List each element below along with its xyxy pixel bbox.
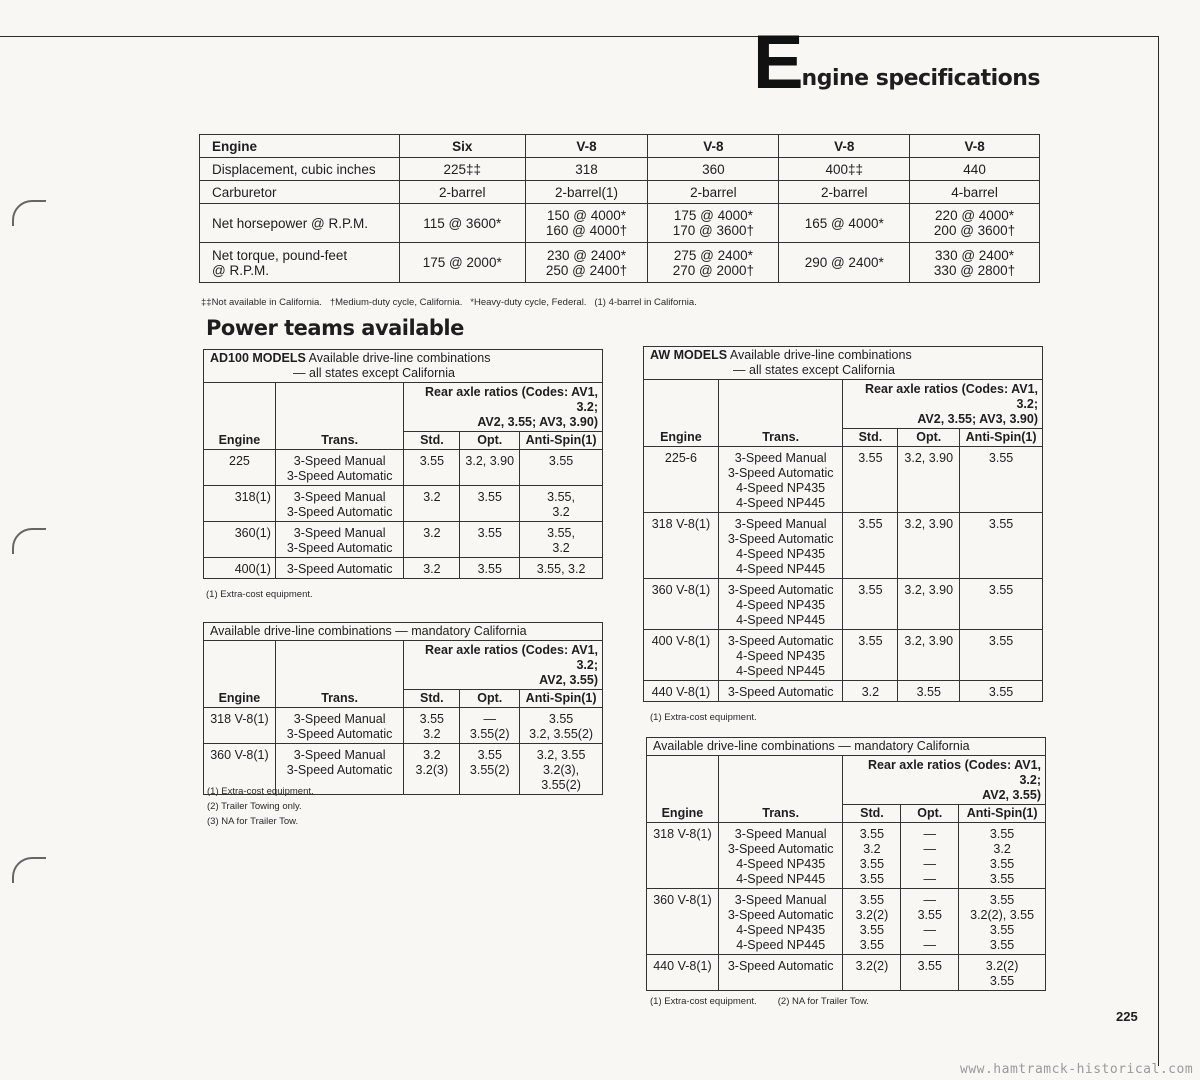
table-caption-row [647,738,1046,756]
trans-cell: 3-Speed Automatic [275,558,404,579]
trans-cell: 3-Speed Manual 3-Speed Automatic [275,486,404,522]
table-row [204,558,603,579]
spec-cell: 165 @ 4000* [779,204,910,243]
engine-cell: 360 V-8(1) [204,744,276,795]
trans-cell: 3-Speed Manual 3-Speed Automatic 4-Speed NP435 4-Speed NP445 [718,823,843,889]
std-cell: 3.2 [404,558,460,579]
trans-cell: 3-Speed Automatic [718,681,843,702]
spec-cell: 115 @ 3600* [399,204,525,243]
std-cell: 3.55 [843,630,898,681]
aw-california-footnote: (1) Extra-cost equipment. (2) NA for Trailer Tow. [650,996,869,1007]
spec-cell: 220 @ 4000* 200 @ 3600† [910,204,1040,243]
anti-spin-cell: 3.55, 3.2 [520,558,603,579]
engine-cell: 360 V-8(1) [644,579,719,630]
anti-spin-cell: 3.55 3.2, 3.55(2) [520,708,603,744]
anti-spin-cell: 3.55 [520,450,603,486]
table-row [204,708,603,744]
aw-california-table [646,737,1046,991]
opt-cell: — 3.55 — — [901,889,959,955]
caption-text: — all states except California [293,366,455,380]
ad100-california-footnotes [207,784,314,829]
page-number: 225 [1116,1009,1138,1024]
engine-cell: 440 V-8(1) [647,955,719,991]
title-text: ngine specifications [801,66,1040,91]
anti-spin-cell: 3.2(2) 3.55 [959,955,1046,991]
col-header-rear-axle: Rear axle ratios (Codes: AV1, 3.2; AV2, 3.55; AV3, 3.90) [404,383,603,432]
anti-spin-cell: 3.55 [960,513,1043,579]
engine-cell: 318 V-8(1) [647,823,719,889]
spec-cell: 2-barrel [399,181,525,204]
spec-header-cell: Six [399,135,525,158]
spec-cell: 290 @ 2400* [779,243,910,283]
table-row [647,823,1046,889]
table-header-row [647,756,1046,805]
page-border-right [1158,36,1159,1066]
power-teams-heading: Power teams available [206,316,464,340]
spec-header-cell: V-8 [910,135,1040,158]
spec-cell: 2-barrel [648,181,779,204]
aw-footnote: (1) Extra-cost equipment. [650,712,757,723]
spec-cell: 175 @ 2000* [399,243,525,283]
opt-cell: 3.55 [460,522,520,558]
footnote-line: (2) Trailer Towing only. [207,801,302,812]
caption-bold: AW MODELS [650,348,728,362]
spec-cell: 150 @ 4000* 160 @ 4000† [525,204,648,243]
spec-cell: 230 @ 2400* 250 @ 2400† [525,243,648,283]
table-caption-row [644,347,1043,380]
table-row [644,447,1043,513]
trans-cell: 3-Speed Automatic 4-Speed NP435 4-Speed NP445 [718,630,843,681]
engine-cell: 360(1) [204,522,276,558]
col-header-trans: Trans. [718,380,843,447]
std-cell: 3.55 [843,579,898,630]
opt-cell: 3.2, 3.90 [898,513,960,579]
trans-cell: 3-Speed Automatic [718,955,843,991]
trans-cell: 3-Speed Manual 3-Speed Automatic [275,708,404,744]
opt-cell: 3.55 [898,681,960,702]
opt-cell: 3.55 [901,955,959,991]
table-caption [644,347,1043,380]
col-header-anti-spin: Anti-Spin(1) [960,429,1043,447]
table-row [644,630,1043,681]
anti-spin-cell: 3.55 [960,447,1043,513]
std-cell: 3.55 [404,450,460,486]
std-cell: 3.55 3.2 3.55 3.55 [843,823,901,889]
spec-cell: 275 @ 2400* 270 @ 2000† [648,243,779,283]
engine-cell: 318(1) [204,486,276,522]
col-header-opt: Opt. [460,690,520,708]
caption-bold: AD100 MODELS [210,351,306,365]
spec-cell: 2-barrel(1) [525,181,648,204]
col-header-std: Std. [404,690,460,708]
col-header-engine: Engine [644,380,719,447]
col-header-engine: Engine [647,756,719,823]
trans-cell: 3-Speed Manual 3-Speed Automatic 4-Speed NP435 4-Speed NP445 [718,889,843,955]
table-row [204,522,603,558]
spec-cell: 400‡‡ [779,158,910,181]
anti-spin-cell: 3.55 [960,681,1043,702]
footnote-line: (1) Extra-cost equipment. [207,786,314,797]
caption-text: — all states except California [733,363,895,377]
col-header-trans: Trans. [718,756,843,823]
table-row [204,486,603,522]
caption-text: Available drive-line combinations [305,351,491,365]
table-header-row [204,641,603,690]
trans-cell: 3-Speed Automatic 4-Speed NP435 4-Speed NP445 [718,579,843,630]
binder-hole-icon [12,857,46,883]
std-cell: 3.2(2) [843,955,901,991]
col-header-anti-spin: Anti-Spin(1) [520,432,603,450]
engine-cell: 225 [204,450,276,486]
col-header-engine: Engine [204,641,276,708]
table-header-row [204,383,603,432]
engine-spec-table [199,134,1040,283]
col-header-opt: Opt. [901,805,959,823]
col-header-rear-axle: Rear axle ratios (Codes: AV1, 3.2; AV2, 3.55) [404,641,603,690]
anti-spin-cell: 3.55 [960,630,1043,681]
opt-cell: — 3.55(2) [460,708,520,744]
anti-spin-cell: 3.2, 3.55 3.2(3), 3.55(2) [520,744,603,795]
table-caption [204,350,603,383]
col-header-anti-spin: Anti-Spin(1) [520,690,603,708]
engine-cell: 360 V-8(1) [647,889,719,955]
spec-cell: 175 @ 4000* 170 @ 3600† [648,204,779,243]
ad100-footnote: (1) Extra-cost equipment. [206,589,313,600]
ad100-california-table [203,622,603,795]
opt-cell: 3.2, 3.90 [898,579,960,630]
page-border-top [0,36,1158,37]
page-title [752,20,1040,106]
spec-header-cell: V-8 [648,135,779,158]
std-cell: 3.55 [843,447,898,513]
spec-header-cell: V-8 [779,135,910,158]
anti-spin-cell: 3.55 3.2 3.55 3.55 [959,823,1046,889]
col-header-std: Std. [843,805,901,823]
engine-cell: 318 V-8(1) [204,708,276,744]
table-row [647,955,1046,991]
engine-cell: 318 V-8(1) [644,513,719,579]
spec-header-cell: V-8 [525,135,648,158]
engine-cell: 440 V-8(1) [644,681,719,702]
spec-row [200,243,1040,283]
spec-row-label: Carburetor [200,181,400,204]
table-caption: Available drive-line combinations — mandatory California [204,623,603,641]
title-initial: E [752,20,802,106]
spec-cell: 4-barrel [910,181,1040,204]
std-cell: 3.55 3.2 [404,708,460,744]
opt-cell: — — — — [901,823,959,889]
table-row [644,513,1043,579]
trans-cell: 3-Speed Manual 3-Speed Automatic 4-Speed NP435 4-Speed NP445 [718,447,843,513]
spec-cell: 2-barrel [779,181,910,204]
spec-header-row [200,135,1040,158]
spec-row-label: Displacement, cubic inches [200,158,400,181]
trans-cell: 3-Speed Manual 3-Speed Automatic [275,522,404,558]
spec-cell: 318 [525,158,648,181]
table-row [644,681,1043,702]
site-watermark: www.hamtramck-historical.com [960,1062,1194,1077]
opt-cell: 3.55 [460,558,520,579]
anti-spin-cell: 3.55, 3.2 [520,522,603,558]
std-cell: 3.2 [843,681,898,702]
std-cell: 3.55 3.2(2) 3.55 3.55 [843,889,901,955]
anti-spin-cell: 3.55 [960,579,1043,630]
aw-table [643,346,1043,702]
spec-row-label: Net horsepower @ R.P.M. [200,204,400,243]
col-header-anti-spin: Anti-Spin(1) [959,805,1046,823]
caption-text: Available drive-line combinations [727,348,912,362]
spec-cell: 440 [910,158,1040,181]
trans-cell: 3-Speed Manual 3-Speed Automatic [275,450,404,486]
table-header-row [644,380,1043,429]
opt-cell: 3.2, 3.90 [460,450,520,486]
table-caption-row [204,350,603,383]
col-header-std: Std. [843,429,898,447]
spec-row-label: Net torque, pound-feet @ R.P.M. [200,243,400,283]
opt-cell: 3.55 3.55(2) [460,744,520,795]
opt-cell: 3.55 [460,486,520,522]
engine-cell: 400 V-8(1) [644,630,719,681]
spec-footnote: ‡‡Not available in California. †Medium-duty cycle, California. *Heavy-duty cycle, Federal. (1) 4-barrel in California. [201,297,697,308]
trans-cell: 3-Speed Manual 3-Speed Automatic 4-Speed NP435 4-Speed NP445 [718,513,843,579]
engine-cell: 400(1) [204,558,276,579]
col-header-rear-axle: Rear axle ratios (Codes: AV1, 3.2; AV2, 3.55; AV3, 3.90) [843,380,1043,429]
table-row [204,450,603,486]
footnote-line: (3) NA for Trailer Tow. [207,816,299,827]
std-cell: 3.2 3.2(3) [404,744,460,795]
std-cell: 3.2 [404,522,460,558]
table-row [644,579,1043,630]
spec-cell: 330 @ 2400* 330 @ 2800† [910,243,1040,283]
col-header-trans: Trans. [275,641,404,708]
spec-cell: 225‡‡ [399,158,525,181]
engine-cell: 225-6 [644,447,719,513]
col-header-engine: Engine [204,383,276,450]
std-cell: 3.2 [404,486,460,522]
table-caption: Available drive-line combinations — mandatory California [647,738,1046,756]
col-header-opt: Opt. [460,432,520,450]
table-caption-row [204,623,603,641]
opt-cell: 3.2, 3.90 [898,447,960,513]
spec-row [200,204,1040,243]
std-cell: 3.55 [843,513,898,579]
col-header-std: Std. [404,432,460,450]
binder-hole-icon [12,528,46,554]
col-header-trans: Trans. [275,383,404,450]
table-row [647,889,1046,955]
col-header-rear-axle: Rear axle ratios (Codes: AV1, 3.2; AV2, 3.55) [843,756,1046,805]
spec-row [200,181,1040,204]
ad100-table [203,349,603,579]
spec-cell: 360 [648,158,779,181]
col-header-opt: Opt. [898,429,960,447]
anti-spin-cell: 3.55, 3.2 [520,486,603,522]
anti-spin-cell: 3.55 3.2(2), 3.55 3.55 3.55 [959,889,1046,955]
trans-cell: 3-Speed Manual 3-Speed Automatic [275,744,404,795]
spec-header-cell: Engine [200,135,400,158]
spec-row [200,158,1040,181]
binder-hole-icon [12,200,46,226]
opt-cell: 3.2, 3.90 [898,630,960,681]
